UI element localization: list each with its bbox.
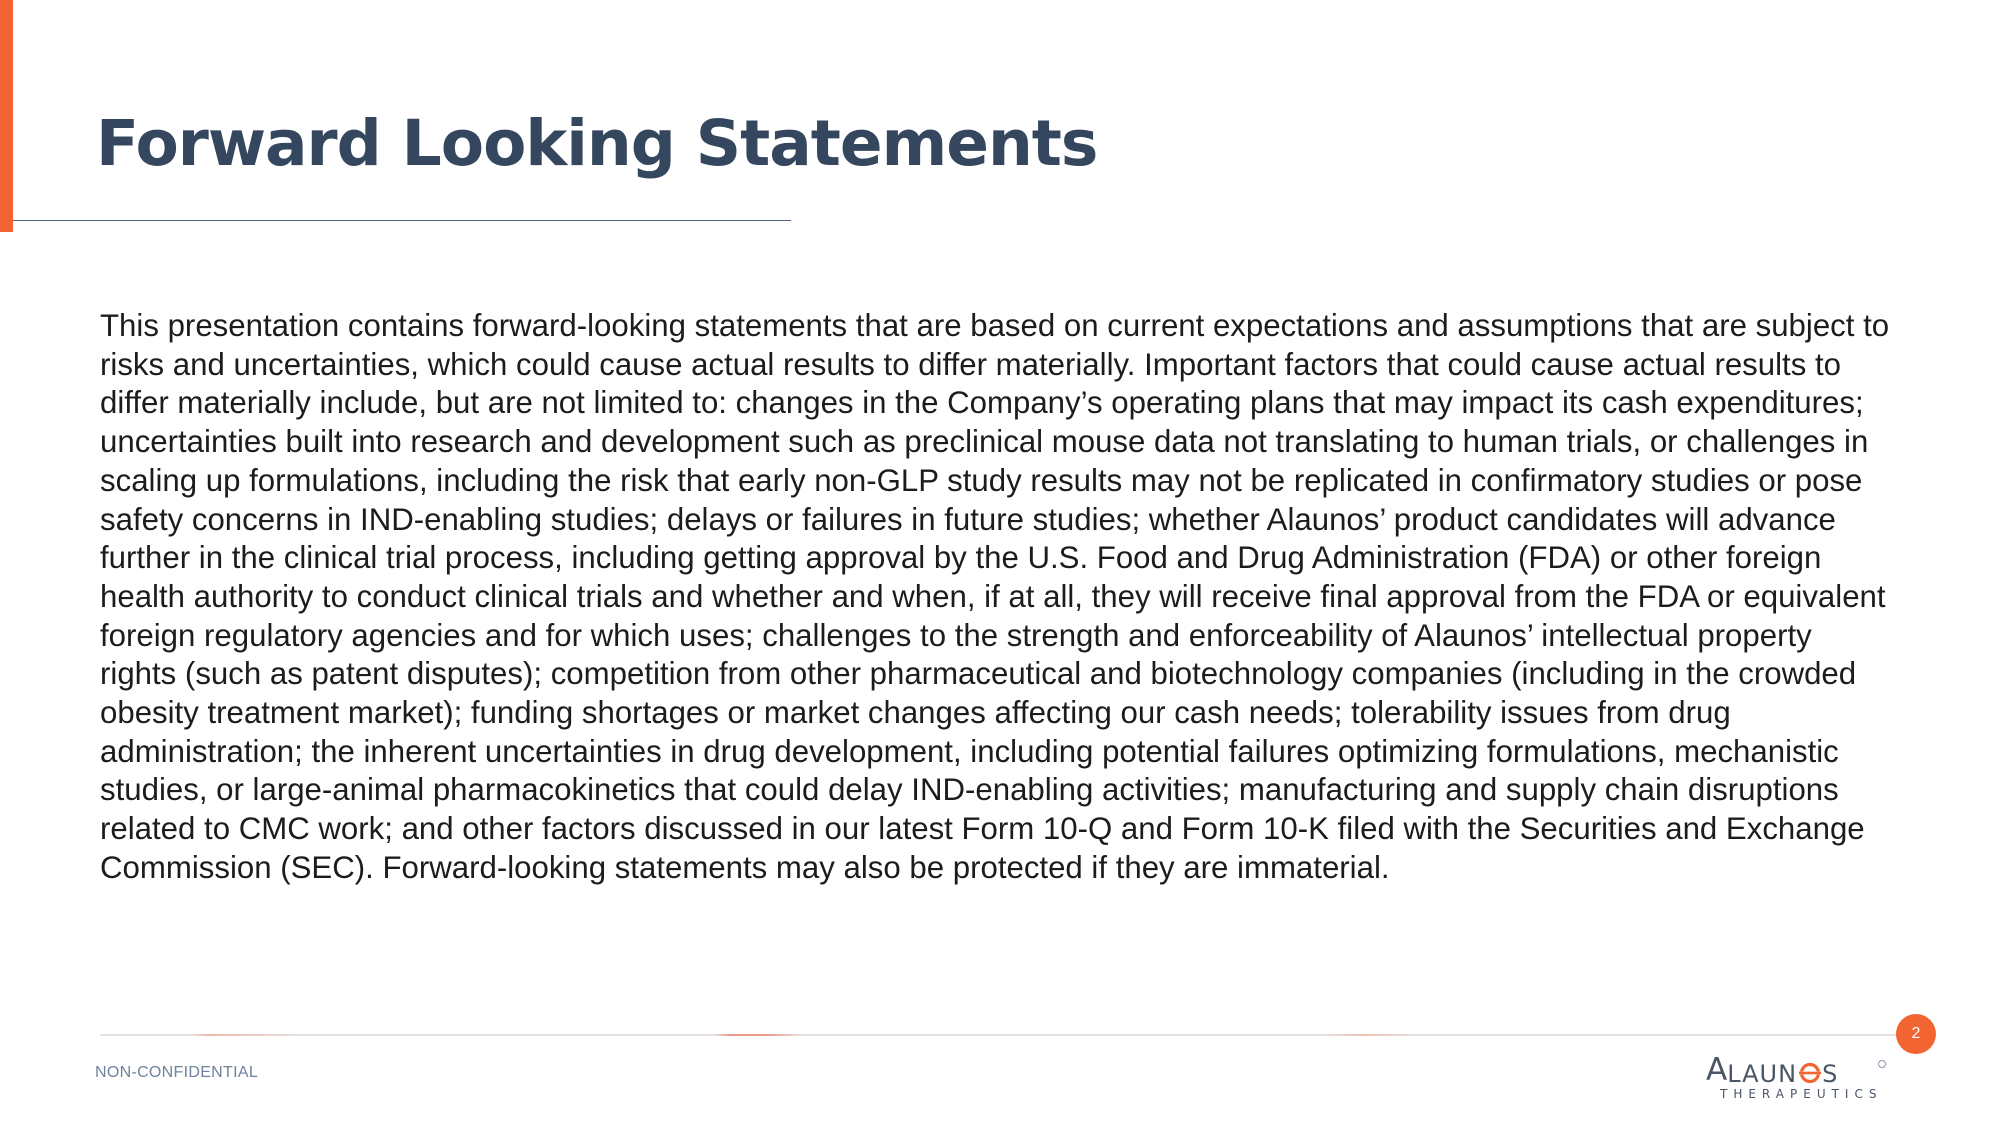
logo-letter-a: A (1706, 1056, 1728, 1088)
disclaimer-paragraph: This presentation contains forward-looking statements that are based on current expectations and assumptions that are subject to risks and uncertainties, which could cause actual results to differ materially. Important factors that could cause actual results to differ materially include, but are not limited to: changes in the Company’s operating plans that may impact its cash expenditures; uncertainties built into research and development such as preclinical mouse data not translating to human trials, or challenges in scaling up formulations, including the risk that early non-GLP study results may not be replicated in confirmatory studies or pose safety concerns in IND-enabling studies; delays or failures in future studies; whether Alaunos’ product candidates will advance further in the clinical trial process, including getting approval by the U.S. Food and Drug Administration (FDA) or other foreign health authority to conduct clinical trials and whether and when, if at all, they will receive final approval from the FDA or equivalent foreign regulatory agencies and for which uses; challenges to the strength and enforceability of Alaunos’ intellectual property rights (such as patent disputes); competition from other pharmaceutical and biotechnology companies (including in the crowded obesity treatment market); funding shortages or market changes affecting our cash needs; tolerability issues from drug administration; the inherent uncertainties in drug development, including potential failures optimizing formulations, mechanistic studies, or large-animal pharmacokinetics that could delay IND-enabling activities; manufacturing and supply chain disruptions related to CMC work; and other factors discussed in our latest Form 10-Q and Form 10-K filed with the Securities and Exchange Commission (SEC). Forward-looking statements may also be protected if they are immaterial. (100, 308, 1890, 885)
slide-title: Forward Looking Statements (96, 107, 1098, 180)
footer-divider (100, 1034, 1902, 1036)
registered-mark-icon (1878, 1060, 1886, 1068)
accent-bar (0, 0, 13, 232)
logo-wordmark (1706, 1056, 1838, 1086)
company-logo (1706, 1056, 1886, 1098)
logo-tagline: THERAPEUTICS (1720, 1087, 1883, 1098)
confidentiality-label: NON-CONFIDENTIAL (95, 1064, 259, 1081)
title-underline (13, 220, 791, 221)
page-number-badge: 2 (1896, 1014, 1936, 1054)
logo-o-mark-icon (1799, 1062, 1821, 1084)
logo-letters-laun: LAUN (1727, 1060, 1798, 1088)
logo-letter-s: S (1822, 1060, 1839, 1088)
